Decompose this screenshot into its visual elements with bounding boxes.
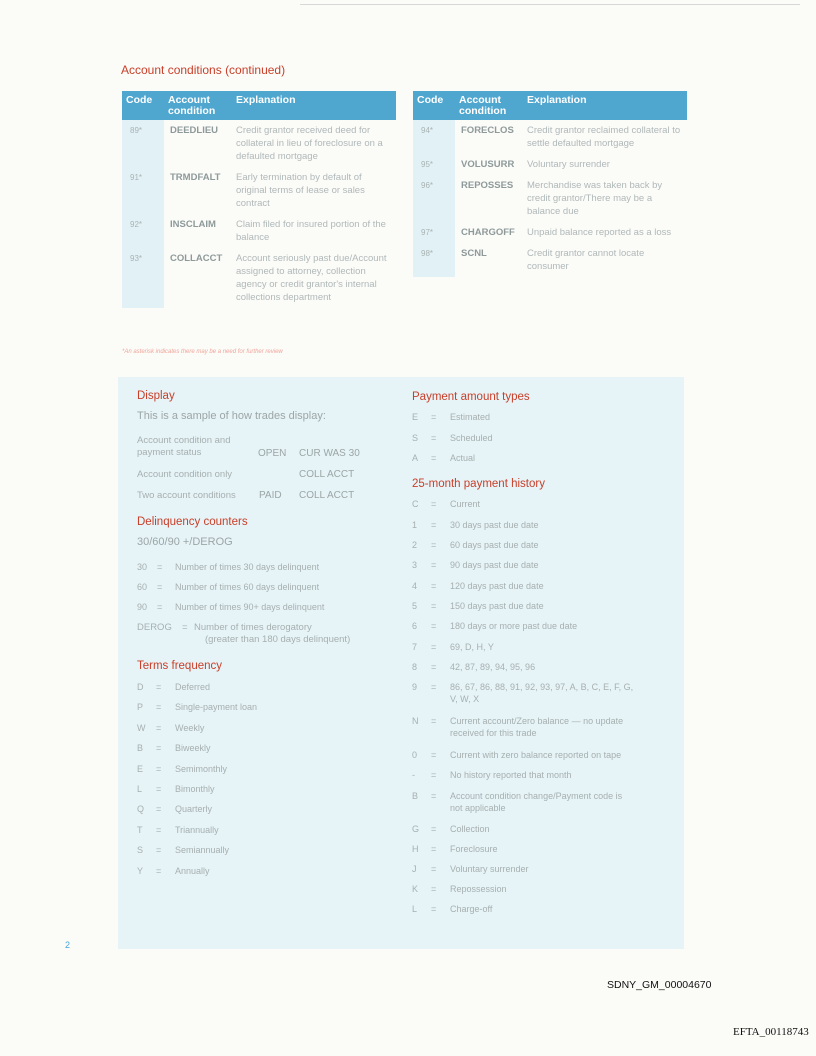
item-text: Collection (450, 824, 490, 834)
item-equals: = (431, 824, 437, 834)
item-text: Charge-off (450, 904, 493, 914)
header-code: Code (122, 91, 164, 120)
item-text: 90 days past due date (450, 560, 539, 570)
item-key: J (412, 864, 417, 874)
item-text: Scheduled (450, 432, 493, 443)
item-key: B (137, 743, 144, 754)
table-row (413, 154, 687, 175)
row-condition: FORECLOS (461, 125, 514, 136)
item-equals: = (431, 453, 437, 463)
row-condition: TRMDFALT (170, 172, 221, 183)
row-condition: DEEDLIEU (170, 125, 219, 136)
item-text: Annually (175, 865, 210, 876)
row-code: 97* (413, 222, 455, 243)
table-row (413, 175, 687, 222)
item-equals: = (156, 743, 162, 754)
display-row-value: COLL ACCT (299, 469, 355, 480)
item-equals: = (431, 884, 437, 894)
item-key: 4 (412, 581, 418, 591)
item-key: E (137, 763, 144, 774)
item-equals: = (431, 601, 437, 611)
item-key: 1 (412, 520, 418, 530)
item-key: 30 (137, 562, 148, 572)
item-text: 150 days past due date (450, 601, 544, 611)
payment-types-heading: Payment amount types (412, 391, 530, 403)
row-explanation: Credit grantor reclaimed collateral to settle defaulted mortgage (527, 125, 681, 149)
item-text: Current account/Zero balance — no update (450, 716, 624, 726)
item-key: 9 (412, 682, 418, 692)
item-text: 86, 67, 86, 88, 91, 92, 93, 97, A, B, C, E, F, G, (450, 682, 634, 692)
section-title: Account conditions (continued) (121, 63, 286, 77)
item-equals: = (431, 750, 437, 760)
item-text: Current with zero balance reported on tape (450, 750, 622, 760)
item-equals: = (156, 784, 162, 794)
display-row-status: OPEN (258, 448, 287, 459)
display-heading: Display (137, 390, 175, 402)
item-equals: = (431, 432, 437, 443)
item-equals: = (157, 582, 163, 592)
item-text: Current (450, 499, 481, 509)
item-key: C (412, 499, 419, 509)
item-equals: = (157, 562, 163, 572)
display-row-label: Account condition only (137, 469, 233, 480)
item-equals: = (431, 540, 437, 550)
item-text: Weekly (175, 722, 205, 733)
item-text: 60 days past due date (450, 540, 539, 550)
row-explanation: Account seriously past due/Account assigned to attorney, collection agency or credit grantor's internal collections department (236, 253, 387, 303)
item-equals: = (431, 412, 437, 422)
item-equals: = (156, 722, 162, 733)
item-key: 60 (137, 582, 148, 592)
item-equals: = (431, 770, 437, 780)
derog-line-1: Number of times derogatory (194, 622, 312, 633)
row-condition: INSCLAIM (170, 219, 216, 230)
item-key: 2 (412, 540, 418, 550)
derog-line-2: (greater than 180 days delinquent) (205, 634, 351, 645)
item-equals: = (431, 560, 437, 570)
item-text: Estimated (450, 412, 491, 422)
item-text: Number of times 90+ days delinquent (175, 602, 325, 612)
item-key: 8 (412, 662, 418, 672)
display-row-label: Two account conditions (137, 490, 236, 501)
scan-edge-line (300, 4, 800, 5)
row-explanation: Unpaid balance reported as a loss (527, 227, 672, 238)
asterisk-footnote: *An asterisk indicates there may be a need for further review (122, 349, 283, 355)
item-key: P (137, 702, 144, 713)
conditions-table-right (413, 91, 687, 277)
item-text: Deferred (175, 682, 211, 692)
item-equals: = (156, 824, 162, 835)
item-key: D (137, 682, 144, 692)
item-equals: = (431, 621, 437, 631)
item-text: Semiannually (175, 845, 230, 856)
header-explanation: Explanation (232, 91, 396, 120)
row-explanation: Merchandise was taken back by credit grantor/There may be a balance due (527, 180, 663, 217)
item-text: V, W, X (450, 694, 480, 704)
item-equals: = (431, 642, 437, 652)
item-text: Bimonthly (175, 784, 215, 794)
item-key: H (412, 844, 419, 854)
item-equals: = (156, 845, 162, 856)
item-text: Number of times 30 days delinquent (175, 562, 320, 572)
page-number: 2 (65, 940, 71, 950)
item-key: 0 (412, 750, 418, 760)
row-code: 96* (413, 175, 455, 222)
item-text: Repossession (450, 884, 507, 894)
row-explanation: Credit grantor received deed for collateral in lieu of foreclosure on a defaulted mortgage (236, 125, 383, 162)
header-condition: Account condition (164, 91, 232, 120)
derog-key: DEROG (137, 622, 172, 633)
delinquency-heading: Delinquency counters (137, 516, 248, 528)
item-text: Single-payment loan (175, 702, 258, 713)
table-row (122, 120, 396, 167)
display-row-value: CUR WAS 30 (299, 448, 360, 459)
row-explanation: Claim filed for insured portion of the balance (236, 219, 386, 243)
row-condition: CHARGOFF (461, 227, 515, 238)
bates-number: SDNY_GM_00004670 (607, 979, 712, 991)
item-equals: = (156, 702, 162, 713)
item-equals: = (431, 682, 437, 692)
item-equals: = (431, 716, 437, 726)
item-key: L (412, 904, 418, 914)
item-equals: = (431, 864, 437, 874)
item-equals: = (431, 520, 437, 530)
item-text: Triannually (175, 824, 219, 835)
item-text: 120 days past due date (450, 581, 544, 591)
item-text: Voluntary surrender (450, 864, 529, 874)
display-row-status: PAID (259, 490, 282, 501)
item-equals: = (431, 581, 437, 591)
display-row-label: Account condition and payment status (137, 435, 231, 458)
row-condition: SCNL (461, 248, 487, 259)
item-text: Number of times 60 days delinquent (175, 582, 320, 592)
item-key: N (412, 716, 419, 726)
conditions-table-left (122, 91, 396, 308)
table-row (413, 243, 687, 277)
table-row (413, 120, 687, 154)
item-text: 180 days or more past due date (450, 621, 578, 631)
item-key: Q (137, 804, 145, 815)
item-text: Semimonthly (175, 763, 228, 774)
row-code: 89* (122, 120, 164, 167)
item-equals: = (157, 602, 163, 612)
item-text: 30 days past due date (450, 520, 539, 530)
derog-equals: = (182, 622, 188, 633)
display-intro: This is a sample of how trades display: (137, 410, 326, 422)
row-explanation: Early termination by default of original terms of lease or sales contract (236, 172, 365, 209)
item-key: S (137, 845, 144, 856)
item-key: 90 (137, 602, 148, 612)
item-text: not applicable (450, 803, 506, 813)
item-key: A (412, 453, 419, 463)
terms-heading: Terms frequency (137, 660, 223, 672)
item-key: E (412, 412, 419, 422)
table-row (122, 167, 396, 214)
item-equals: = (156, 682, 162, 692)
item-equals: = (431, 791, 437, 801)
header-explanation: Explanation (523, 91, 687, 120)
table-row (122, 248, 396, 308)
table-row (413, 222, 687, 243)
item-equals: = (156, 865, 162, 876)
history-heading: 25-month payment history (412, 478, 545, 490)
header-code: Code (413, 91, 455, 120)
item-key: 3 (412, 560, 418, 570)
item-key: S (412, 432, 419, 443)
item-text: Actual (450, 453, 476, 463)
item-text: Quarterly (175, 804, 213, 815)
table-row (122, 214, 396, 248)
item-key: T (137, 824, 143, 835)
item-equals: = (431, 844, 437, 854)
item-key: 6 (412, 621, 418, 631)
item-key: G (412, 824, 420, 834)
item-key: 5 (412, 601, 418, 611)
item-text: Biweekly (175, 743, 211, 754)
item-equals: = (156, 804, 162, 815)
display-row-value: COLL ACCT (299, 490, 355, 501)
efta-number: EFTA_00118743 (733, 1026, 809, 1038)
item-text: No history reported that month (450, 770, 572, 780)
row-explanation: Credit grantor cannot locate consumer (527, 248, 645, 272)
row-condition: VOLUSURR (461, 159, 515, 170)
item-key: B (412, 791, 419, 801)
row-code: 91* (122, 167, 164, 214)
row-condition: COLLACCT (170, 253, 223, 264)
item-text: received for this trade (450, 728, 537, 738)
item-equals: = (431, 662, 437, 672)
item-equals: = (431, 904, 437, 914)
item-key: L (137, 784, 143, 794)
item-key: - (412, 770, 415, 780)
item-equals: = (431, 499, 437, 509)
item-text: Account condition change/Payment code is (450, 791, 623, 801)
row-code: 93* (122, 248, 164, 308)
item-key: 7 (412, 642, 418, 652)
row-code: 92* (122, 214, 164, 248)
delinquency-format: 30/60/90 +/DEROG (137, 536, 233, 548)
item-key: Y (137, 865, 144, 876)
item-text: 69, D, H, Y (450, 642, 494, 652)
row-code: 95* (413, 154, 455, 175)
item-text: Foreclosure (450, 844, 498, 854)
item-key: K (412, 884, 419, 894)
row-code: 94* (413, 120, 455, 154)
item-equals: = (156, 763, 162, 774)
item-text: 42, 87, 89, 94, 95, 96 (450, 662, 536, 672)
row-explanation: Voluntary surrender (527, 159, 610, 170)
row-code: 98* (413, 243, 455, 277)
header-condition: Account condition (455, 91, 523, 120)
row-condition: REPOSSES (461, 180, 514, 191)
item-key: W (137, 722, 146, 733)
